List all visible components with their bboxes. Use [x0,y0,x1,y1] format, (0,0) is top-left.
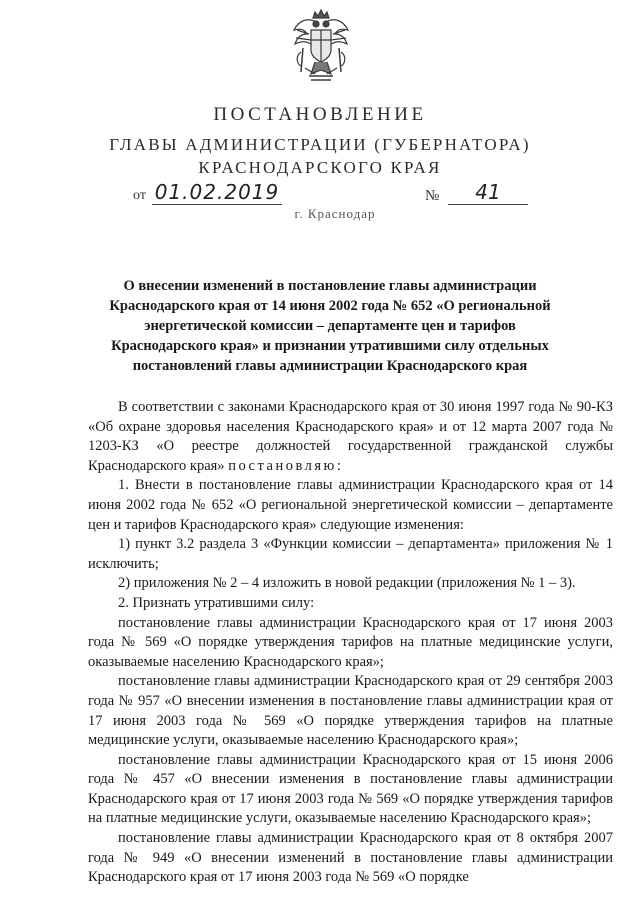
document-title: О внесении изменений в постановление главы администрации Краснодарского края от 14 июня 2002 года № 652 «О региональной энергетической комиссии – департаменте цен и тарифов Краснодарского края» и признании утратившими силу отдельных постановлений главы администрации Краснодарского края [109,278,551,374]
number-label: № [425,188,440,204]
date-label: от [133,188,146,203]
paragraph-repealed-1: постановление главы администрации Краснодарского края от 17 июня 2003 года № 569 «О порядке утверждения тарифов на платные медицинские услуги, оказываемые населению Краснодарского края»; [88,614,613,670]
paragraph-repealed-4: постановление главы администрации Краснодарского края от 8 октября 2007 года № 949 «О внесении изменений в постановление главы администрации Краснодарского края от 17 июня 2003 года № 569 «О порядке [88,830,613,886]
paragraph-preamble [88,398,613,476]
page-title: ПОСТАНОВЛЕНИЕ [213,104,427,125]
paragraph-item-2: 2. Признать утратившими силу: [118,594,315,611]
paragraph-subitem-1: 1) пункт 3.2 раздела 3 «Функции комиссии – департамента» приложения № 1 исключить; [88,536,613,572]
issuer-line-1: ГЛАВЫ АДМИНИСТРАЦИИ (ГУБЕРНАТОРА) [109,135,531,154]
paragraph-subitem-2: 2) приложения № 2 – 4 изложить в новой редакции (приложения № 1 – 3). [118,575,576,592]
coat-of-arms-icon [291,8,351,86]
paragraph-repealed-2: постановление главы администрации Краснодарского края от 29 сентября 2003 года № 957 «О внесении изменения в постановление главы администрации края от 17 июня 2003 года № 569 «О порядке утверждения тарифов на платные медицинские услуги, оказываемые населению Краснодарского края»; [88,673,613,749]
resolution-word: постановляю: [228,457,344,474]
preamble-text: В соответствии с законами Краснодарского края от 30 июня 1997 года № 90-КЗ «Об охране здоровья населения Краснодарского края» и от 12 марта 2007 года № 1203-КЗ «О реестре должностей государственной гражданской службы Краснодарского края» [88,399,613,474]
paragraph-repealed-3: постановление главы администрации Краснодарского края от 15 июня 2006 года № 457 «О внесении изменения в постановление главы администрации Краснодарского края от 17 июня 2003 года № 569 «О порядке утверждения тарифов на платные медицинские услуги, оказываемые населению Краснодарского края»; [88,751,613,827]
paragraph-item-1: 1. Внести в постановление главы администрации Краснодарского края от 14 июня 2002 года № 652 «О региональной энергетической комиссии – департаменте цен и тарифов Краснодарского края» следующие изменения: [88,477,613,533]
number-value: 41 [475,180,501,204]
city-label: г. Краснодар [294,206,376,221]
document-body [88,398,613,888]
number-underline [448,204,528,205]
date-value: 01.02.2019 [154,180,280,204]
date-underline [152,204,282,205]
issuer-line-2: КРАСНОДАРСКОГО КРАЯ [198,158,442,177]
